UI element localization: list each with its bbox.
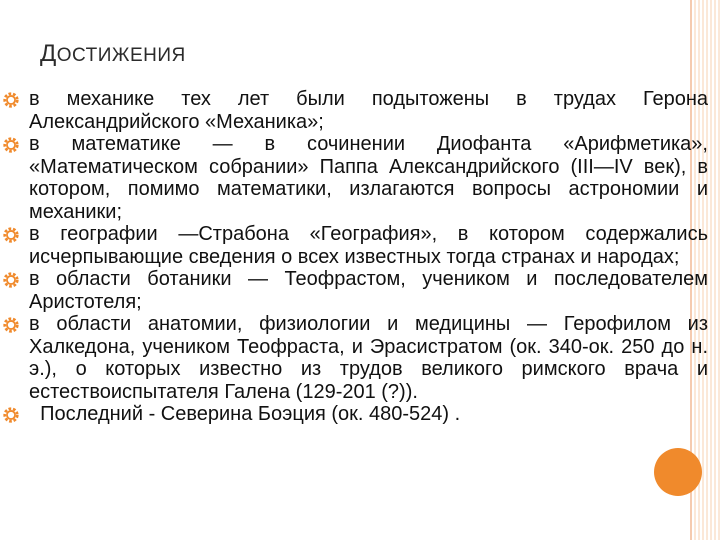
list-item [0,223,708,268]
list-item [0,133,708,223]
orange-decorative-circle [654,448,702,496]
list-item-text: в географии —Страбона «География», в котором содержались исчерпывающие сведения о всех известных тогда странах и народах; [29,223,708,268]
list-item-text: Последний - Северина Боэция (ок. 480-524) . [29,403,461,425]
list-item [0,268,708,313]
gear-bullet-icon [2,406,20,424]
gear-bullet-icon [2,91,20,109]
gear-bullet-icon [2,316,20,334]
list-item [0,313,708,403]
gear-bullet-icon [2,226,20,244]
slide-title [40,40,186,68]
title-first-letter: Д [40,40,57,67]
title-rest: ОСТИЖЕНИЯ [56,45,186,66]
gear-bullet-icon [2,271,20,289]
list-item [0,88,708,133]
list-item-text: в области анатомии, физиологии и медицины — Герофилом из Халкедона, учеником Теофраста, и Эрасистратом (ок. 340-ок. 250 до н. э.), о которых известно из трудов великого римского врача и естествоиспытателя Галена (129-201 (?)). [29,313,708,403]
achievements-list [0,88,708,426]
list-item-text: в области ботаники — Теофрастом, учеником и последователем Аристотеля; [29,268,708,313]
list-item-text: в механике тех лет были подытожены в трудах Герона Александрийского «Механика»; [29,88,708,133]
list-item [0,403,708,426]
gear-bullet-icon [2,136,20,154]
list-item-text: в математике — в сочинении Диофанта «Арифметика», «Математическом собрании» Паппа Александрийского (III—IV век), в котором, помимо математики, излагаются вопросы астрономии и механики; [29,133,708,223]
